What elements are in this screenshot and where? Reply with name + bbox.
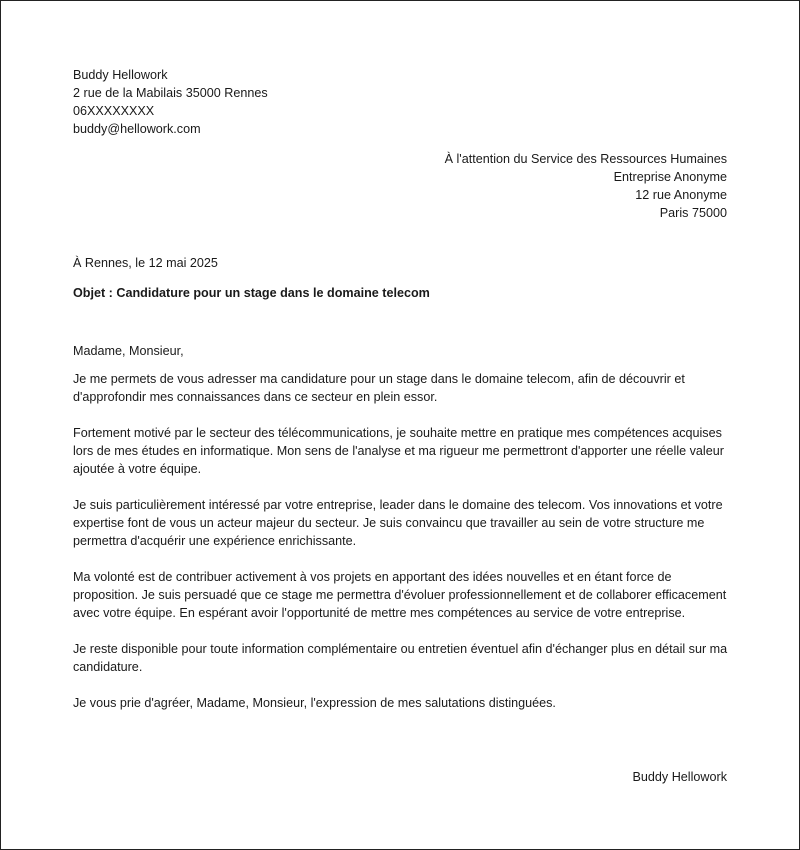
letter-paragraph: Je reste disponible pour toute information complémentaire ou entretien éventuel afin d'échanger plus en détail sur ma candidature. [73, 642, 728, 674]
sender-phone: 06XXXXXXXX [73, 104, 155, 118]
letter-paragraph: Je me permets de vous adresser ma candidature pour un stage dans le domaine telecom, afin de découvrir et d'approfondir mes connaissances dans ce secteur en plein essor. [73, 372, 685, 404]
letter-signature: Buddy Hellowork [632, 770, 727, 784]
letter-paragraph: Ma volonté est de contribuer activement à vos projets en apportant des idées nouvelles et en étant force de proposition. Je suis persuadé que ce stage me permettra d'évoluer professionnellement et de collaborer efficacement avec votre équipe. En espérant avoir l'opportunité de mettre mes compétences au service de votre entreprise. [73, 570, 727, 620]
recipient-city: Paris 75000 [659, 206, 727, 220]
letter-salutation: Madame, Monsieur, [73, 344, 184, 358]
recipient-block [445, 150, 727, 222]
letter-closing: Je vous prie d'agréer, Madame, Monsieur, l'expression de mes salutations distinguées. [73, 696, 556, 710]
recipient-company: Entreprise Anonyme [613, 170, 727, 184]
letter-date: À Rennes, le 12 mai 2025 [73, 256, 218, 270]
sender-block [73, 66, 268, 138]
letter-subject: Objet : Candidature pour un stage dans le domaine telecom [73, 286, 430, 300]
sender-name: Buddy Hellowork [73, 68, 168, 82]
recipient-attention: À l'attention du Service des Ressources Humaines [444, 152, 727, 166]
sender-email: buddy@hellowork.com [73, 122, 201, 136]
recipient-street: 12 rue Anonyme [635, 188, 727, 202]
sender-address: 2 rue de la Mabilais 35000 Rennes [73, 86, 268, 100]
letter-paragraph: Fortement motivé par le secteur des télécommunications, je souhaite mettre en pratique mes compétences acquises lors de mes études en informatique. Mon sens de l'analyse et ma rigueur me permettront d'apporter une réelle valeur ajoutée à votre équipe. [73, 426, 724, 476]
letter-body [73, 342, 733, 730]
letter-paragraph: Je suis particulièrement intéressé par votre entreprise, leader dans le domaine des telecom. Vos innovations et votre expertise font de vous un acteur majeur du secteur. Je suis convaincu que travailler au sein de votre structure me permettra d'acquérir une expérience enrichissante. [73, 498, 723, 548]
